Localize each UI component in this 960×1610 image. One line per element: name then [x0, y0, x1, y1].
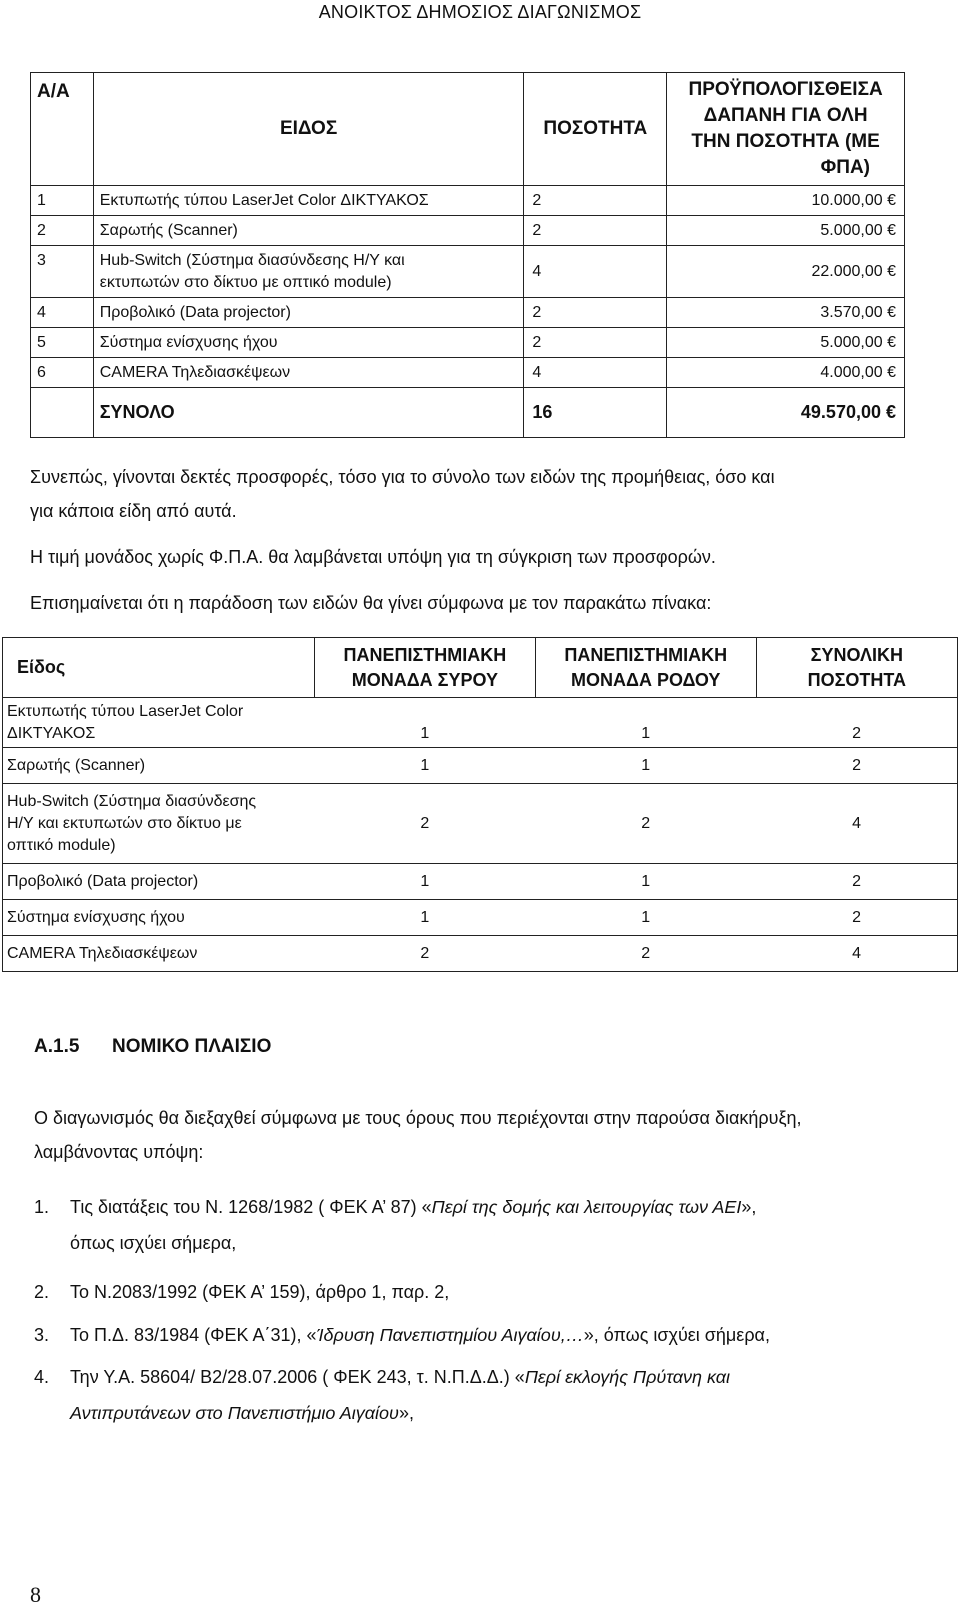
legal-item-text: Το Ν.2083/1992 (ΦΕΚ Α’ 159), άρθρο 1, παρ. 2, — [70, 1282, 450, 1302]
row-price: 10.000,00 € — [667, 186, 905, 216]
legal-item-text: Τις διατάξεις του Ν. 1268/1982 ( ΦΕΚ Α’ 87) « — [70, 1197, 432, 1217]
delivery-table-header-row — [3, 638, 958, 698]
row-item: Προβολικό (Data projector) — [93, 298, 524, 328]
row-item-line3: οπτικό module) — [7, 836, 116, 854]
row-item-line1: Hub-Switch (Σύστημα διασύνδεσης Η/Υ και — [99, 251, 405, 269]
legal-intro-line1: Ο διαγωνισμός θα διεξαχθεί σύμφωνα με τους όρους που περιέχονται στην παρούσα διακήρυξη, — [34, 1108, 802, 1128]
table-row — [31, 298, 905, 328]
header-syros-line2: ΜΟΝΑΔΑ ΣΥΡΟΥ — [351, 669, 498, 690]
table-row — [3, 900, 958, 936]
row-syros: 1 — [314, 864, 535, 900]
row-qty: 2 — [524, 216, 667, 246]
delivery-table — [2, 637, 958, 972]
total-qty: 16 — [524, 388, 667, 438]
total-row — [31, 388, 905, 438]
legal-item-number: 2. — [34, 1282, 50, 1302]
row-price: 4.000,00 € — [667, 358, 905, 388]
paragraph-delivery: Επισημαίνεται ότι η παράδοση των ειδών θα γίνει σύμφωνα με τον παρακάτω πίνακα: — [30, 593, 712, 613]
header-qty: ΠΟΣΟΤΗΤΑ — [524, 73, 667, 186]
document-header: ΑΝΟΙΚΤΟΣ ΔΗΜΟΣΙΟΣ ΔΙΑΓΩΝΙΣΜΟΣ — [318, 2, 642, 22]
table-row — [31, 328, 905, 358]
row-rodos: 1 — [535, 900, 756, 936]
row-syros: 1 — [314, 748, 535, 784]
table-row — [31, 358, 905, 388]
header-price-line3: ΤΗΝ ΠΟΣΟΤΗΤΑ (ΜΕ — [691, 131, 880, 152]
header-aa: Α/Α — [31, 73, 94, 186]
row-item-line1: Hub-Switch (Σύστημα διασύνδεσης — [7, 792, 257, 810]
header-price-line4: ΦΠΑ) — [820, 157, 870, 178]
legal-item-3 — [34, 1318, 954, 1352]
page-number: 8 — [30, 1582, 41, 1607]
header-rodos — [535, 638, 756, 698]
section-number: Α.1.5 — [34, 1036, 80, 1057]
legal-item-line2-tail: », — [398, 1403, 414, 1423]
row-rodos: 1 — [535, 698, 756, 748]
legal-item-number: 1. — [34, 1197, 50, 1217]
row-syros: 2 — [314, 936, 535, 972]
budget-table — [30, 72, 905, 438]
row-price: 3.570,00 € — [667, 298, 905, 328]
budget-table-header-row — [31, 73, 905, 186]
legal-item-line2: όπως ισχύει σήμερα, — [70, 1233, 237, 1253]
legal-item-text: Το Π.Δ. 83/1984 (ΦΕΚ Α΄31), « — [70, 1325, 317, 1345]
row-item: CAMERA Τηλεδιασκέψεων — [93, 358, 524, 388]
row-item-line1: Εκτυπωτής τύπου LaserJet Color — [7, 702, 244, 720]
paragraph-unit-price: Η τιμή μονάδος χωρίς Φ.Π.Α. θα λαμβάνεται υπόψη για τη σύγκριση των προσφορών. — [30, 547, 716, 567]
legal-item-line2-italic: Αντιπρυτάνεων στο Πανεπιστήμιο Αιγαίου — [70, 1403, 399, 1423]
legal-item-1 — [34, 1190, 954, 1260]
legal-item-tail: », όπως ισχύει σήμερα, — [583, 1325, 770, 1345]
table-row — [3, 784, 958, 864]
row-total: 2 — [756, 698, 957, 748]
row-item: Σύστημα ενίσχυσης ήχου — [93, 328, 524, 358]
legal-item-italic: Ίδρυση Πανεπιστημίου Αιγαίου,… — [316, 1325, 584, 1345]
row-item-line2: ΔΙΚΤΥΑΚΟΣ — [7, 724, 96, 742]
row-item: CAMERA Τηλεδιασκέψεων — [3, 936, 315, 972]
row-item: Σύστημα ενίσχυσης ήχου — [3, 900, 315, 936]
row-qty: 2 — [524, 328, 667, 358]
total-aa-empty — [31, 388, 94, 438]
legal-item-number: 3. — [34, 1325, 50, 1345]
row-total: 4 — [756, 936, 957, 972]
row-rodos: 2 — [535, 936, 756, 972]
row-item: Σαρωτής (Scanner) — [93, 216, 524, 246]
row-rodos: 1 — [535, 864, 756, 900]
header-price-line1: ΠΡΟΫΠΟΛΟΓΙΣΘΕΙΣΑ — [688, 79, 883, 100]
row-item: Προβολικό (Data projector) — [3, 864, 315, 900]
legal-intro — [34, 1101, 954, 1169]
row-qty: 4 — [524, 358, 667, 388]
header-item: ΕΙΔΟΣ — [93, 73, 524, 186]
row-qty: 2 — [524, 298, 667, 328]
row-syros: 1 — [314, 900, 535, 936]
row-rodos: 2 — [535, 784, 756, 864]
legal-item-italic: Περί εκλογής Πρύτανη και — [524, 1367, 731, 1387]
header-total-line2: ΠΟΣΟΤΗΤΑ — [807, 669, 907, 690]
header-item: Είδος — [3, 638, 315, 698]
row-price: 22.000,00 € — [667, 246, 905, 298]
row-item — [3, 698, 315, 748]
table-row — [3, 936, 958, 972]
row-aa: 5 — [31, 328, 94, 358]
table-row — [3, 864, 958, 900]
header-price — [667, 73, 905, 186]
paragraph-offers — [30, 460, 950, 528]
row-total: 2 — [756, 864, 957, 900]
legal-intro-line2: λαμβάνοντας υπόψη: — [34, 1142, 204, 1162]
total-label: ΣΥΝΟΛΟ — [93, 388, 524, 438]
row-total: 2 — [756, 900, 957, 936]
row-price: 5.000,00 € — [667, 328, 905, 358]
paragraph-offers-line1: Συνεπώς, γίνονται δεκτές προσφορές, τόσο για το σύνολο των ειδών της προμήθειας, όσο και — [30, 467, 775, 487]
header-syros — [314, 638, 535, 698]
row-item: Εκτυπωτής τύπου LaserJet Color ΔΙΚΤΥΑΚΟΣ — [93, 186, 524, 216]
legal-item-italic: Περί της δομής και λειτουργίας των ΑΕΙ — [431, 1197, 742, 1217]
row-rodos: 1 — [535, 748, 756, 784]
row-syros: 2 — [314, 784, 535, 864]
table-row — [31, 186, 905, 216]
header-total — [756, 638, 957, 698]
row-item — [93, 246, 524, 298]
header-rodos-line1: ΠΑΝΕΠΙΣΤΗΜΙΑΚΗ — [564, 644, 728, 665]
table-row — [31, 246, 905, 298]
row-syros: 1 — [314, 698, 535, 748]
row-item-line2: Η/Υ και εκτυπωτών στο δίκτυο με — [7, 814, 242, 832]
row-aa: 2 — [31, 216, 94, 246]
row-aa: 3 — [31, 246, 94, 298]
row-aa: 6 — [31, 358, 94, 388]
row-qty: 2 — [524, 186, 667, 216]
row-qty: 4 — [524, 246, 667, 298]
legal-item-text: Την Υ.Α. 58604/ Β2/28.07.2006 ( ΦΕΚ 243, τ. Ν.Π.Δ.Δ.) « — [70, 1367, 525, 1387]
header-price-line2: ΔΑΠΑΝΗ ΓΙΑ ΟΛΗ — [703, 105, 868, 126]
row-item-line2: εκτυπωτών στο δίκτυο με οπτικό module) — [99, 273, 392, 291]
table-row — [3, 698, 958, 748]
row-aa: 1 — [31, 186, 94, 216]
row-total: 2 — [756, 748, 957, 784]
table-row — [31, 216, 905, 246]
header-total-line1: ΣΥΝΟΛΙΚΗ — [810, 644, 903, 665]
row-item: Σαρωτής (Scanner) — [3, 748, 315, 784]
legal-item-number: 4. — [34, 1367, 50, 1387]
header-rodos-line2: ΜΟΝΑΔΑ ΡΟΔΟΥ — [571, 669, 721, 690]
legal-item-4 — [34, 1360, 954, 1430]
row-item — [3, 784, 315, 864]
header-syros-line1: ΠΑΝΕΠΙΣΤΗΜΙΑΚΗ — [343, 644, 507, 665]
row-aa: 4 — [31, 298, 94, 328]
row-price: 5.000,00 € — [667, 216, 905, 246]
row-total: 4 — [756, 784, 957, 864]
total-price: 49.570,00 € — [667, 388, 905, 438]
paragraph-offers-line2: για κάποια είδη από αυτά. — [30, 501, 237, 521]
table-row — [3, 748, 958, 784]
legal-item-2 — [34, 1275, 954, 1309]
legal-item-tail: », — [741, 1197, 757, 1217]
section-title: ΝΟΜΙΚΟ ΠΛΑΙΣΙΟ — [112, 1036, 272, 1057]
